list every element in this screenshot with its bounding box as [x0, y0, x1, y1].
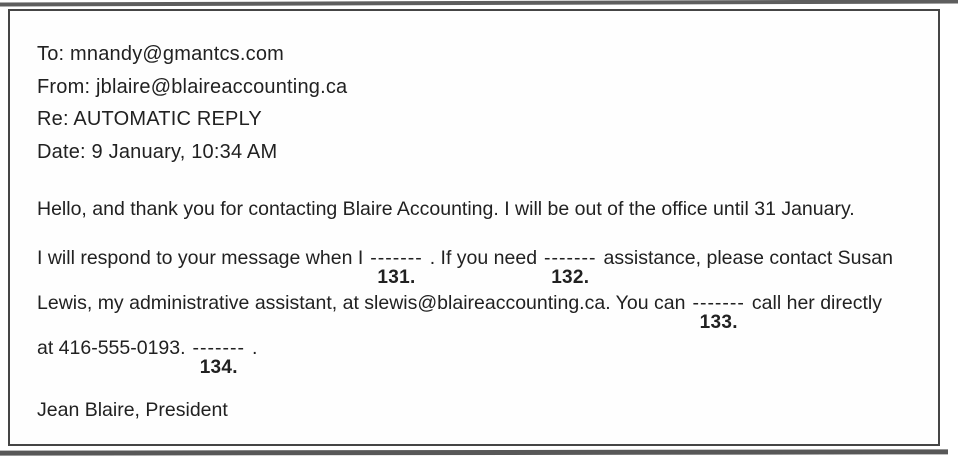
scan-artifact-top: [0, 0, 958, 7]
blank-dashes: -------: [692, 292, 745, 314]
body-text-segment: call her directly: [751, 292, 882, 314]
body-line-1: Hello, and thank you for contacting Blaire Accounting. I will be out of the office until 31 January.: [37, 198, 855, 220]
email-body: [37, 196, 938, 423]
email-signature: Jean Blaire, President: [37, 399, 228, 421]
body-text-segment: at 416-555-0193.: [37, 337, 186, 359]
body-text-segment: . If you need: [429, 247, 538, 269]
blank-dashes: -------: [192, 337, 246, 359]
blank-dashes: -------: [370, 247, 423, 269]
question-number-131: 131.: [377, 267, 416, 288]
header-to: To: mnandy@gmantcs.com: [37, 43, 285, 65]
body-text-segment: .: [252, 337, 258, 359]
header-from: From: jblaire@blaireaccounting.ca: [37, 75, 348, 98]
scan-artifact-bottom: [0, 449, 948, 455]
blank-dashes: -------: [544, 247, 597, 269]
header-date: Date: 9 January, 10:34 AM: [37, 140, 278, 163]
question-number-133: 133.: [699, 312, 738, 333]
question-number-134: 134.: [199, 357, 238, 378]
blank-134: [192, 335, 246, 378]
body-text-segment: assistance, please contact Susan: [603, 247, 893, 269]
body-line-3: [37, 290, 938, 333]
blank-133: [692, 290, 745, 333]
blank-132: [544, 245, 597, 288]
body-text-segment: I will respond to your message when I: [37, 247, 364, 269]
body-line-4: [37, 335, 938, 378]
body-line-2: [37, 245, 938, 288]
email-document: [8, 9, 940, 446]
email-headers: [37, 38, 938, 168]
body-text-segment: Lewis, my administrative assistant, at slewis@blaireaccounting.ca. You can: [37, 292, 686, 314]
question-number-132: 132.: [551, 267, 590, 288]
header-subject: Re: AUTOMATIC REPLY: [37, 108, 262, 130]
blank-131: [370, 245, 423, 288]
